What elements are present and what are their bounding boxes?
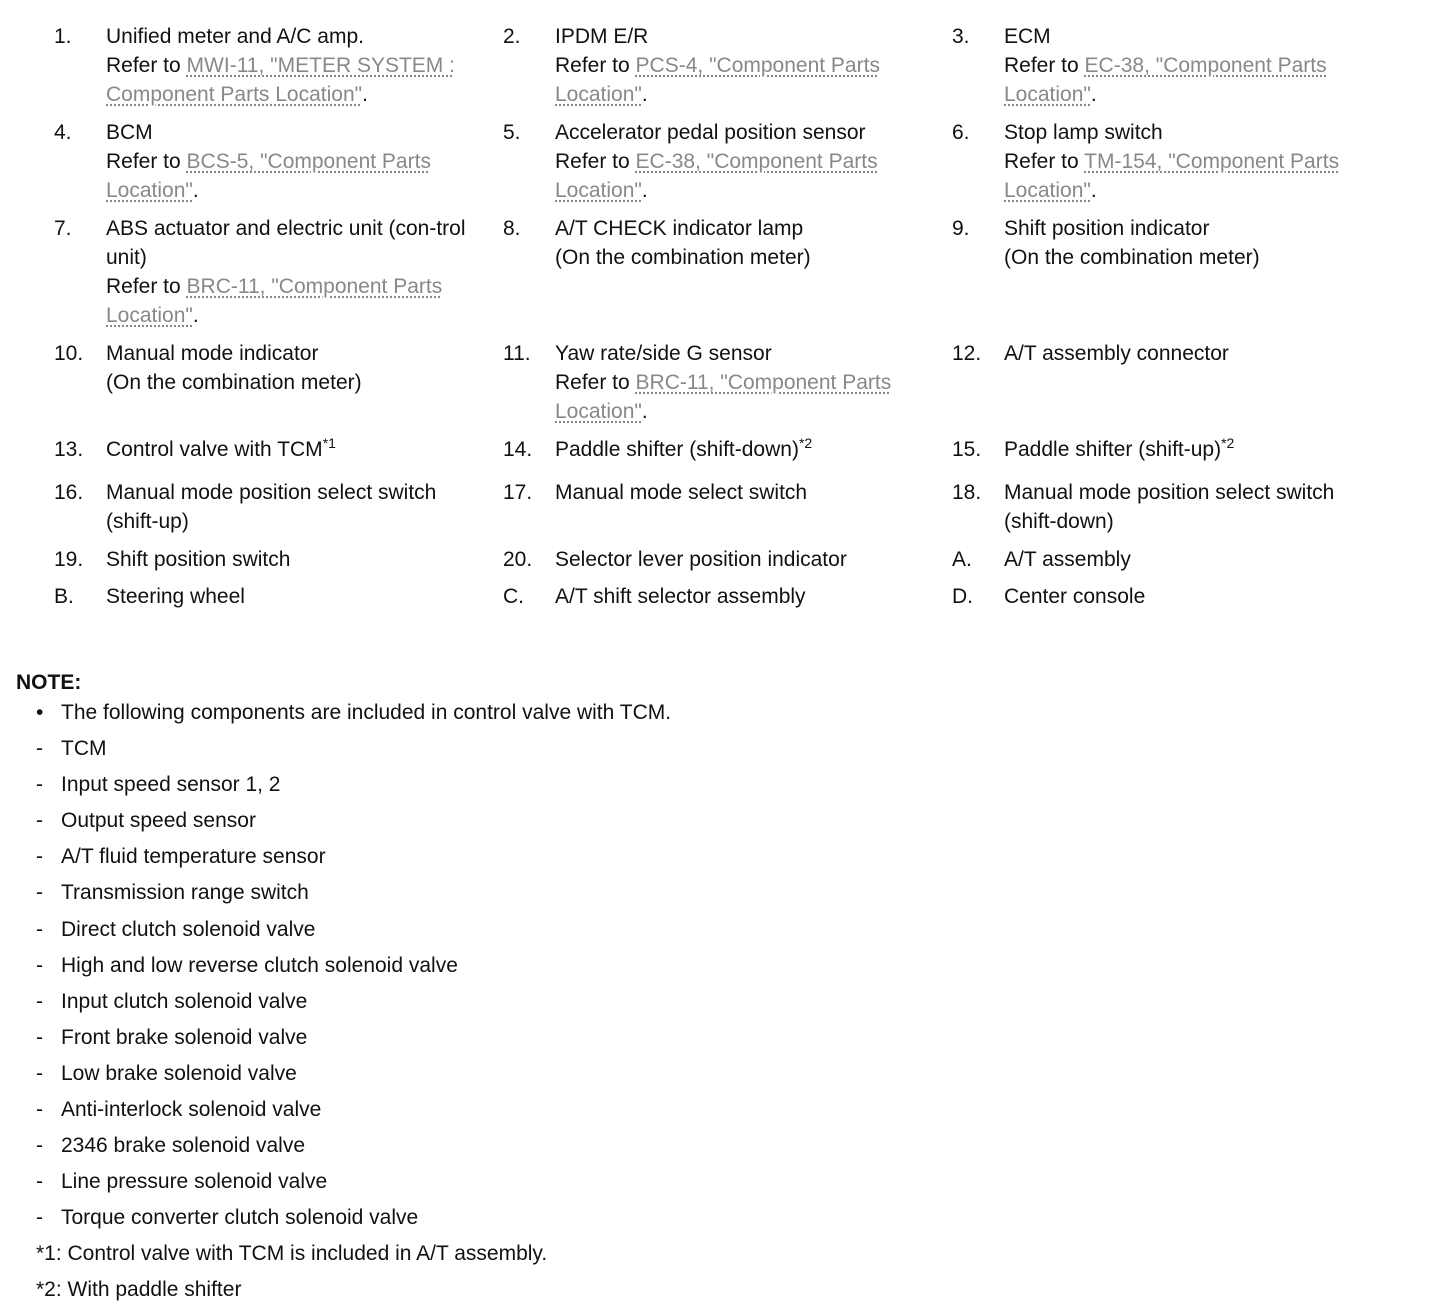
refer-prefix: Refer to [106,275,181,298]
item-body [555,22,935,109]
footnote-ref: *2 [798,435,813,451]
component-label: Transmission range switch [61,881,309,905]
component-item [30,878,671,914]
item-number: 3. [952,25,970,48]
item-title: Steering wheel [106,585,245,608]
reference-link[interactable]: BRC-11, "Component Parts Location" [106,275,443,327]
item-body [555,582,935,611]
component-label: High and low reverse clutch solenoid valve [61,953,458,977]
reference-link[interactable]: BCS-5, "Component Parts Location" [106,150,431,202]
item-number: 6. [952,121,970,144]
dash-marker: - [36,917,43,941]
footnote: *1: Control valve with TCM is included in A/T assembly. [36,1242,548,1265]
component-item [30,1059,671,1095]
item-number: 11. [503,342,531,365]
dash-marker: - [36,953,43,977]
item-number: 5. [503,121,521,144]
item-body [555,545,935,574]
item-body [1004,22,1384,109]
item-number: 8. [503,217,521,240]
item-title: A/T assembly connector [1004,342,1229,365]
component-item [30,1203,671,1239]
item-title: ABS actuator and electric unit (con-trol unit) [106,217,466,269]
item-title: Stop lamp switch [1004,121,1163,144]
item-title: Paddle shifter (shift-down) [555,438,799,461]
item-number: 18. [952,481,982,504]
item-body [1004,339,1384,368]
component-label: 2346 brake solenoid valve [61,1134,306,1158]
item-number: 20. [503,548,533,571]
item-body [106,582,486,611]
component-item [30,951,671,987]
refer-suffix: . [641,400,648,423]
dash-marker: - [36,737,43,761]
component-label: TCM [61,737,107,761]
item-body [106,214,486,330]
item-title: Yaw rate/side G sensor [555,342,772,365]
item-number: 4. [54,121,72,144]
component-label: Direct clutch solenoid valve [61,917,316,941]
item-body [555,478,935,507]
item-title: Shift position indicator [1004,217,1210,240]
dash-marker: - [36,845,43,869]
component-label: Torque converter clutch solenoid valve [61,1206,419,1230]
item-title: Manual mode select switch [555,481,808,504]
item-number: 10. [54,342,84,365]
item-number: 16. [54,481,84,504]
item-body [106,478,486,536]
refer-prefix: Refer to [106,54,181,77]
refer-suffix: . [362,83,368,106]
dash-marker: - [36,1206,43,1230]
dash-marker: - [36,1170,43,1194]
refer-prefix: Refer to [555,150,630,173]
reference-link[interactable]: PCS-4, "Component Parts Location" [555,54,880,106]
item-body [1004,435,1384,464]
item-number: 12. [952,342,982,365]
component-item [30,987,671,1023]
note-intro: The following components are included in control valve with TCM. [61,701,672,724]
item-body [1004,478,1384,536]
item-title: A/T shift selector assembly [555,585,806,608]
item-body [1004,545,1384,574]
refer-suffix: . [1090,83,1097,106]
item-subtitle: (On the combination meter) [1004,246,1260,269]
refer-suffix: . [1090,179,1097,202]
refer-suffix: . [641,83,648,106]
note-list [30,698,671,1239]
item-body [555,339,935,426]
item-number: 13. [54,438,84,461]
item-title: ECM [1004,25,1051,48]
item-title: A/T CHECK indicator lamp [555,217,804,240]
item-number: C. [503,585,524,608]
item-title: Center console [1004,585,1146,608]
item-title: Selector lever position indicator [555,548,847,571]
bullet-marker: • [36,701,44,724]
item-title: Manual mode position select switch (shift-up) [106,481,437,533]
item-body [1004,118,1384,205]
component-item [30,770,671,806]
component-label: A/T fluid temperature sensor [61,845,326,869]
note-bullet-item [30,698,671,734]
item-number: 15. [952,438,982,461]
reference-link[interactable]: EC-38, "Component Parts Location" [1004,54,1327,106]
refer-prefix: Refer to [1004,54,1079,77]
item-number: 7. [54,217,72,240]
note-title: NOTE: [16,671,82,694]
item-number: 1. [54,25,72,48]
item-body [555,214,935,272]
component-item [30,842,671,878]
refer-suffix: . [192,304,199,327]
item-number: 17. [503,481,533,504]
item-number: D. [952,585,973,608]
item-title: Unified meter and A/C amp. [106,25,364,48]
dash-marker: - [36,881,43,905]
component-item [30,1167,671,1203]
item-number: 2. [503,25,521,48]
component-label: Anti-interlock solenoid valve [61,1098,322,1122]
dash-marker: - [36,809,43,833]
refer-prefix: Refer to [555,54,630,77]
item-title: Control valve with TCM [106,438,323,461]
item-body [106,545,486,574]
item-title: Shift position switch [106,548,291,571]
item-body [1004,214,1384,272]
reference-link[interactable]: EC-38, "Component Parts Location" [555,150,878,202]
refer-prefix: Refer to [106,150,181,173]
component-label: Output speed sensor [61,809,256,833]
component-item [30,734,671,770]
component-item [30,1023,671,1059]
item-body [106,339,486,397]
item-body [106,435,486,464]
footnote-ref: *2 [1221,435,1235,451]
item-title: Manual mode position select switch (shift-down) [1004,481,1335,533]
item-title: Manual mode indicator [106,342,319,365]
item-subtitle: (On the combination meter) [555,246,811,269]
item-body [106,22,486,109]
item-title: Accelerator pedal position sensor [555,121,866,144]
item-body [106,118,486,205]
item-body [555,435,935,464]
component-item [30,1095,671,1131]
component-label: Input clutch solenoid valve [61,989,308,1013]
item-number: 9. [952,217,970,240]
item-body [555,118,935,205]
item-title: BCM [106,121,153,144]
reference-link[interactable]: BRC-11, "Component Parts Location" [555,371,892,423]
item-body [1004,582,1384,611]
item-number: B. [54,585,74,608]
item-number: 14. [503,438,533,461]
item-title: A/T assembly [1004,548,1131,571]
reference-link[interactable]: MWI-11, "METER SYSTEM : Component Parts Location" [106,54,455,106]
reference-link[interactable]: TM-154, "Component Parts Location" [1004,150,1340,202]
refer-prefix: Refer to [555,371,630,394]
dash-marker: - [36,1061,43,1085]
item-title: Paddle shifter (shift-up) [1004,438,1222,461]
component-item [30,806,671,842]
item-title: IPDM E/R [555,25,649,48]
component-label: Front brake solenoid valve [61,1025,308,1049]
footnote: *2: With paddle shifter [36,1278,242,1301]
refer-prefix: Refer to [1004,150,1079,173]
dash-marker: - [36,1025,43,1049]
component-item [30,1131,671,1167]
dash-marker: - [36,989,43,1013]
footnote-ref: *1 [322,435,336,451]
item-number: A. [952,548,972,571]
refer-suffix: . [641,179,648,202]
item-number: 19. [54,548,84,571]
dash-marker: - [36,773,43,797]
component-label: Low brake solenoid valve [61,1061,297,1085]
dash-marker: - [36,1098,43,1122]
component-label: Input speed sensor 1, 2 [61,773,281,797]
refer-suffix: . [192,179,199,202]
component-item [30,915,671,951]
dash-marker: - [36,1134,43,1158]
component-label: Line pressure solenoid valve [61,1170,328,1194]
item-subtitle: (On the combination meter) [106,371,362,394]
